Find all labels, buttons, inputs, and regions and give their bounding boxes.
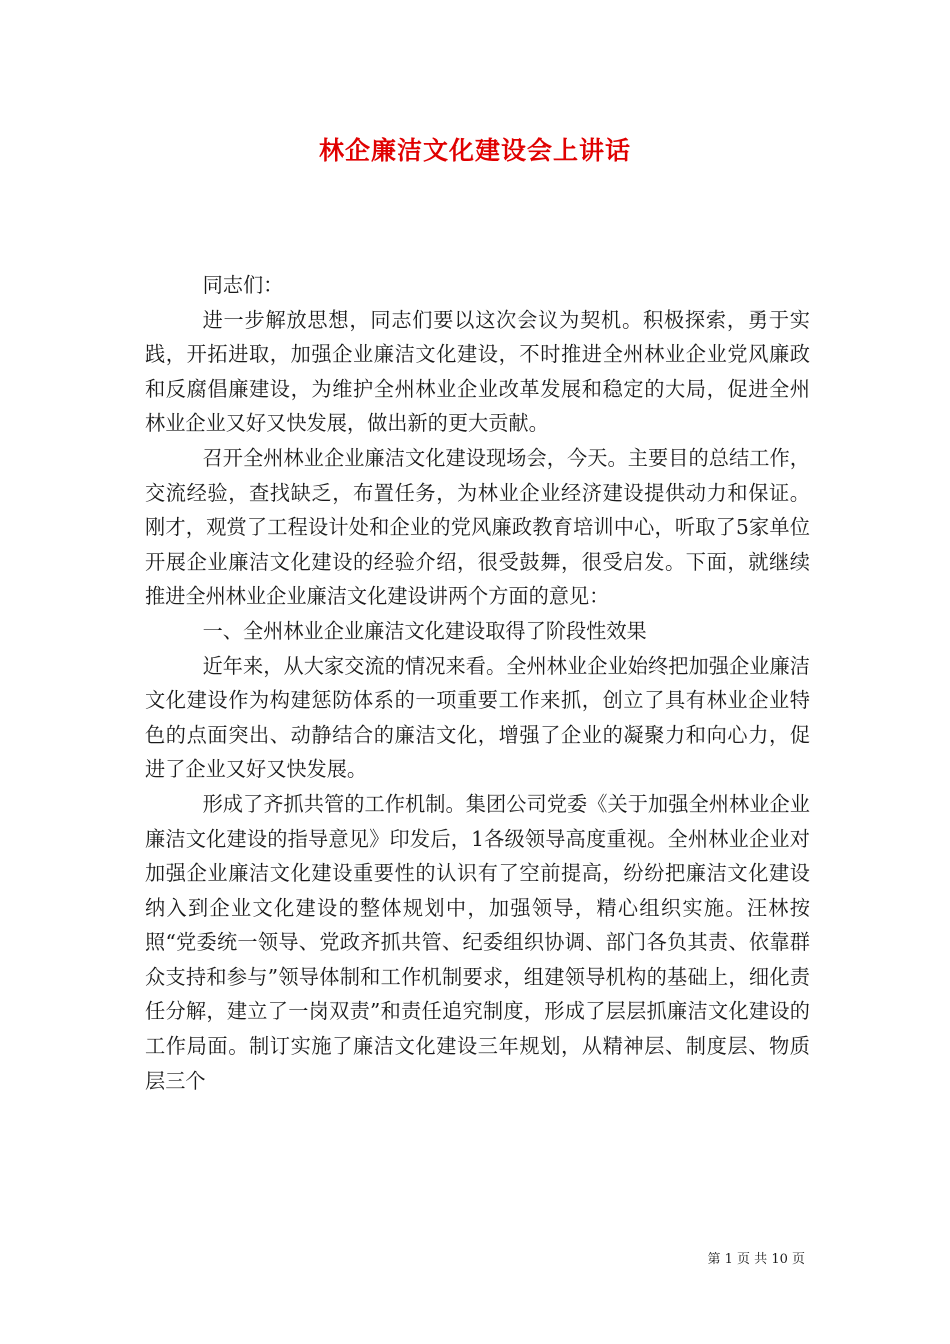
paragraph: 进一步解放思想，同志们要以这次会议为契机。积极探索，勇于实践，开拓进取，加强企业廉洁文化建设，不时推进全州林业企业党风廉政和反腐倡廉建设，为维护全州林业企业改革发展和稳定的大局，促进全州林业企业又好又快发展，做出新的更大贡献。 bbox=[145, 307, 810, 436]
paragraph: 召开全州林业企业廉洁文化建设现场会，今天。主要目的总结工作，交流经验，查找缺乏，布置任务，为林业企业经济建设提供动力和保证。刚才，观赏了工程设计处和企业的党风廉政教育培训中心，听取了5家单位开展企业廉洁文化建设的经验介绍，很受鼓舞，很受启发。下面，就继续推进全州林业企业廉洁文化建设讲两个方面的意见： bbox=[145, 445, 810, 609]
section-heading: 一、全州林业企业廉洁文化建设取得了阶段性效果 bbox=[202, 618, 647, 643]
paragraph-salutation: 同志们： bbox=[202, 273, 284, 297]
page-number-footer: 第 1 页 共 10 页 bbox=[707, 1252, 805, 1267]
paragraph: 近年来，从大家交流的情况来看。全州林业企业始终把加强企业廉洁文化建设作为构建惩防体系的一项重要工作来抓，创立了具有林业企业特色的点面突出、动静结合的廉洁文化，增强了企业的凝聚力和向心力，促进了企业又好又快发展。 bbox=[145, 653, 810, 782]
document-body bbox=[145, 268, 810, 1098]
paragraph: 形成了齐抓共管的工作机制。集团公司党委《关于加强全州林业企业廉洁文化建设的指导意见》印发后，1各级领导高度重视。全州林业企业对加强企业廉洁文化建设重要性的认识有了空前提高，纷纷把廉洁文化建设纳入到企业文化建设的整体规划中，加强领导，精心组织实施。汪林按照“党委统一领导、党政齐抓共管、纪委组织协调、部门各负其责、依靠群众支持和参与”领导体制和工作机制要求，组建领导机构的基础上，细化责任分解，建立了一岗双责”和责任追究制度，形成了层层抓廉洁文化建设的工作局面。制订实施了廉洁文化建设三年规划，从精神层、制度层、物质层三个 bbox=[145, 791, 810, 1093]
document-title: 林企廉洁文化建设会上讲话 bbox=[318, 136, 631, 165]
